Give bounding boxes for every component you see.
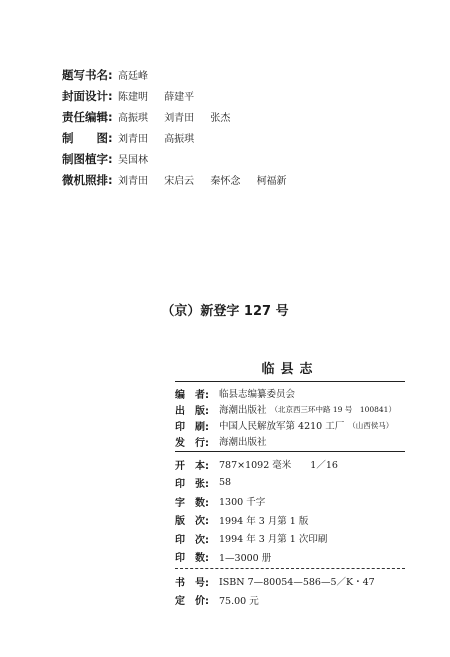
sheets-row (175, 474, 405, 493)
cip-label: 定 价: (175, 596, 209, 608)
publishing-info (175, 382, 405, 451)
cip-label: 印 次: (175, 534, 209, 546)
isbn-row (175, 572, 405, 591)
distributor-row (175, 433, 405, 449)
printer-row (175, 417, 405, 433)
credit-row-title-calligraphy (62, 64, 300, 85)
credit-name: 高振琪 (164, 134, 195, 145)
format-row (175, 455, 405, 474)
credit-name: 宋启云 (164, 176, 195, 187)
credit-name: 柯福新 (256, 176, 287, 187)
book-info (175, 569, 405, 611)
credit-names (118, 130, 207, 145)
cip-label: 字 数: (175, 497, 209, 509)
credit-row-map-typesetting (62, 148, 300, 169)
credit-row-editors (62, 106, 300, 127)
cip-value: 1994 年 3 月第 1 版 (219, 515, 309, 527)
cip-label: 印 张: (175, 479, 209, 491)
cip-value: 临县志编纂委员会 (219, 389, 296, 400)
cip-value: 1—3000 册 (219, 552, 272, 564)
credit-names (118, 109, 243, 124)
cip-value: 中国人民解放军第 4210 工厂 (219, 421, 345, 432)
cip-label: 书 号: (175, 577, 209, 589)
credit-name: 刘青田 (118, 176, 148, 187)
credit-label: 制 图: (62, 130, 113, 145)
credit-names (118, 151, 161, 166)
credit-name: 高振琪 (118, 113, 148, 124)
publisher-address: （北京西三环中路 19 号 100841） (270, 404, 396, 414)
cip-value: 787×1092 毫米 1／16 (219, 460, 338, 472)
cip-value: 58 (219, 477, 232, 489)
credit-label: 微机照排: (62, 172, 113, 187)
credit-name: 陈建明 (118, 92, 148, 103)
credit-names (118, 67, 161, 82)
cip-value: 海潮出版社 (219, 405, 267, 416)
credit-names (118, 172, 300, 187)
credit-label: 题写书名: (62, 67, 113, 82)
credit-row-cover-design (62, 85, 300, 106)
credit-label: 责任编辑: (62, 109, 113, 124)
price-value: 75.00 元 (219, 595, 259, 607)
cip-label: 开 本: (175, 460, 209, 472)
credit-row-computer-typesetting (62, 169, 300, 190)
credits-list (62, 64, 300, 190)
cip-value: 海潮出版社 (219, 437, 267, 448)
editor-row (175, 385, 405, 401)
printing-row (175, 529, 405, 548)
cip-label: 出 版: (175, 405, 209, 417)
cip-label: 印 刷: (175, 421, 209, 433)
specs-info (175, 452, 405, 568)
cip-label: 印 数: (175, 553, 209, 565)
cip-label: 发 行: (175, 437, 209, 449)
print-run-row (175, 548, 405, 567)
word-count-row (175, 492, 405, 511)
publisher-row (175, 401, 405, 417)
cip-label: 编 者: (175, 389, 209, 401)
book-title: 临县志 (261, 362, 319, 377)
printer-location: （山西侯马） (348, 420, 394, 430)
cip-value: 1994 年 3 月第 1 次印刷 (219, 534, 328, 546)
credit-label: 制图植字: (62, 151, 113, 166)
isbn-value: ISBN 7—80054—586—5／K・47 (219, 577, 375, 589)
cip-label: 版 次: (175, 516, 209, 528)
credit-name: 秦怀念 (210, 176, 241, 187)
credit-name: 高廷峰 (118, 71, 148, 82)
price-row (175, 591, 405, 610)
registration-number: （京）新登字 127 号 (161, 304, 289, 319)
credit-name: 刘青田 (118, 134, 148, 145)
credit-name: 薛建平 (164, 92, 195, 103)
credit-label: 封面设计: (62, 88, 113, 103)
credit-name: 吴国林 (118, 155, 148, 166)
credit-row-cartography (62, 127, 300, 148)
credit-name: 刘青田 (164, 113, 195, 124)
credit-names (118, 88, 207, 103)
cip-value: 1300 千字 (219, 497, 266, 509)
edition-row (175, 511, 405, 530)
credit-name: 张杰 (210, 113, 231, 124)
cip-block (175, 358, 405, 611)
